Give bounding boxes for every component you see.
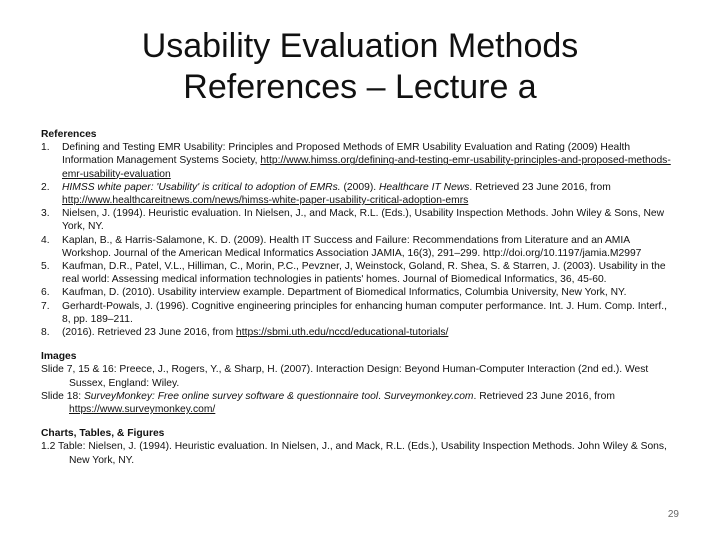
page-number: 29 — [667, 509, 679, 520]
image-credit-text-3: . Retrieved 23 June 2016, from — [473, 390, 615, 402]
reference-item-6 — [41, 286, 677, 299]
reference-number: 2. — [41, 181, 50, 193]
reference-number: 7. — [41, 300, 50, 312]
references-heading: References — [41, 129, 97, 140]
reference-text: Kaufman, D. (2010). Usability interview example. Department of Biomedical Informatics, Columbia University, New York, NY. — [62, 287, 627, 299]
reference-number: 6. — [41, 287, 50, 299]
charts-heading: Charts, Tables, & Figures — [41, 428, 165, 440]
image-credit-text-2: . — [378, 390, 384, 402]
reference-text: Kaufman, D.R., Patel, V.L., Hilliman, C., Morin, P.C., Pevzner, J, Weinstock, Goland, R. Shea, S. & Starren, J. (2003). Usability in the real world: Assessing medical information technologies in patients' homes. Journal of Biomedical Informatics, 36, 45-60. — [62, 261, 666, 286]
reference-text: Nielsen, J. (1994). Heuristic evaluation. In Nielsen, J., and Mack, R.L. (Eds.), Usability Inspection Methods. John Wiley & Sons, New York, NY. — [62, 208, 665, 233]
image-credit-italic-title: SurveyMonkey: Free online survey software & questionnaire tool — [83, 390, 379, 402]
reference-text: (2009). — [340, 181, 379, 193]
reference-link-sbmi[interactable]: https://sbmi.uth.edu/nccd/educational-tutorials/ — [236, 327, 449, 339]
reference-number: 3. — [41, 208, 50, 220]
title-line-1: Usability Evaluation Methods — [141, 27, 579, 65]
reference-text: Kaplan, B., & Harris-Salamone, K. D. (2009). Health IT Success and Failure: Recommendations from Literature and an AMIA Workshop. Journal of the American Medical Informatics Association JAMIA, 16(3), 291–299. http://doi.org/10.1197/jamia.M2997 — [62, 234, 642, 259]
reference-item-8 — [41, 326, 677, 339]
slide-title — [0, 26, 720, 108]
image-credit-italic-source: Surveymonkey.com — [383, 390, 474, 402]
reference-item-1 — [41, 141, 677, 181]
reference-text: Gerhardt-Powals, J. (1996). Cognitive engineering principles for enhancing human computer performance. Int. J. Hum. Comp. Interf., 8, pp. 189–211. — [62, 300, 667, 325]
reference-italic-source: Healthcare IT News — [378, 181, 470, 193]
references-section — [41, 128, 677, 339]
references-content — [41, 128, 677, 478]
image-credit-text: Slide 7, 15 & 16: Preece, J., Rogers, Y., & Sharp, H. (2007). Interaction Design: Beyond Human-Computer Interaction (2nd ed.). West Sussex, England: Wiley. — [41, 364, 649, 389]
reference-item-2 — [41, 181, 677, 207]
reference-item-7 — [41, 300, 677, 326]
image-credit-1 — [41, 363, 677, 389]
reference-italic-title: HIMSS white paper: 'Usability' is critical to adoption of EMRs. — [62, 181, 341, 193]
reference-text: (2016). Retrieved 23 June 2016, from — [62, 327, 237, 339]
reference-number: 4. — [41, 234, 50, 246]
reference-item-3 — [41, 207, 677, 233]
reference-link-himss[interactable]: http://www.himss.org/defining-and-testing-emr-usability-principles-and-proposed-methods-emr-usability-evaluation — [62, 155, 671, 180]
reference-link-healthcareitnews[interactable]: http://www.healthcareitnews.com/news/himss-white-paper-usability-critical-adoption-emrs — [62, 195, 469, 207]
image-credit-text: Slide 18: — [41, 390, 84, 402]
chart-credit-text: 1.2 Table: Nielsen, J. (1994). Heuristic evaluation. In Nielsen, J., and Mack, R.L. (Eds.), Usability Inspection Methods. John Wiley & Sons, New York, NY. — [41, 441, 667, 466]
reference-number: 1. — [41, 142, 50, 154]
images-section — [41, 350, 677, 416]
reference-text-2: . Retrieved 23 June 2016, from — [469, 181, 611, 193]
images-heading: Images — [41, 351, 77, 363]
reference-text: Defining and Testing EMR Usability: Principles and Proposed Methods of EMR Usability Evaluation and Rating (2009) Health Information Management Systems Society, — [62, 142, 631, 167]
references-list — [41, 141, 677, 339]
chart-credit-1 — [41, 440, 677, 466]
image-credit-2 — [41, 390, 677, 416]
title-line-2: References – Lecture a — [183, 68, 537, 106]
image-credit-link-surveymonkey[interactable]: https://www.surveymonkey.com/ — [69, 404, 216, 416]
reference-item-4 — [41, 234, 677, 260]
reference-number: 5. — [41, 261, 50, 273]
reference-number: 8. — [41, 327, 50, 339]
charts-section — [41, 427, 677, 467]
reference-item-5 — [41, 260, 677, 286]
